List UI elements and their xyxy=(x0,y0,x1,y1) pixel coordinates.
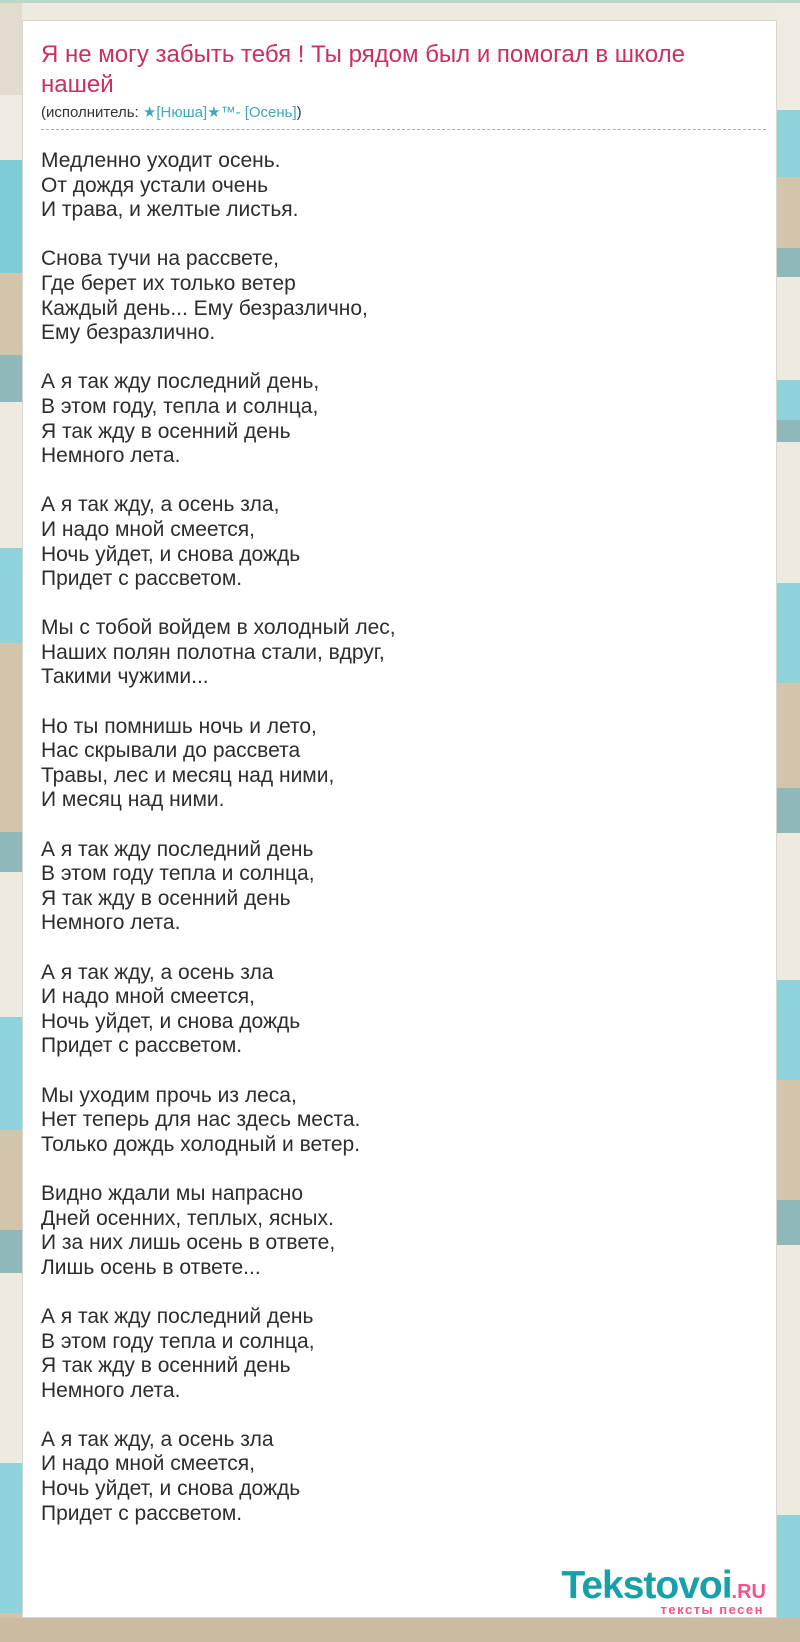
lyric-line: А я так жду, а осень зла xyxy=(41,1427,274,1451)
lyric-line: Ночь уйдет, и снова дождь xyxy=(41,1009,301,1033)
stanza xyxy=(41,715,758,813)
site-logo-suffix: .RU xyxy=(731,1581,766,1603)
stanza xyxy=(41,961,758,1059)
artist-prefix-label: (исполнитель: xyxy=(41,104,143,121)
stanza xyxy=(41,1084,758,1158)
lyric-line: В этом году тепла и солнца, xyxy=(41,1329,315,1353)
lyric-line: Нас скрывали до рассвета xyxy=(41,739,301,763)
lyric-line: И надо мной смеется, xyxy=(41,985,255,1009)
lyric-line: Ему безразлично. xyxy=(41,321,216,345)
lyric-line: Я так жду в осенний день xyxy=(41,419,291,443)
lyric-line: А я так жду последний день, xyxy=(41,370,320,394)
stanza xyxy=(41,616,758,690)
lyric-line: А я так жду, а осень зла xyxy=(41,960,274,984)
lyric-line: Я так жду в осенний день xyxy=(41,1354,291,1378)
lyric-line: Только дождь холодный и ветер. xyxy=(41,1132,361,1156)
lyric-line: Где берет их только ветер xyxy=(41,271,296,295)
stanza xyxy=(41,370,758,468)
lyric-line: А я так жду последний день xyxy=(41,1304,314,1328)
lyric-line: И месяц над ними. xyxy=(41,788,225,812)
background-stripes-right xyxy=(777,0,800,1642)
lyric-line: От дождя устали очень xyxy=(41,173,269,197)
lyric-line: Лишь осень в ответе... xyxy=(41,1255,261,1279)
lyric-line: Немного лета. xyxy=(41,911,181,935)
lyric-line: И трава, и желтые листья. xyxy=(41,198,299,222)
lyric-line: Я так жду в осенний день xyxy=(41,886,291,910)
site-logo[interactable] xyxy=(561,1566,766,1616)
lyric-line: Ночь уйдет, и снова дождь xyxy=(41,1477,301,1501)
artist-link[interactable]: ★[Нюша]★™- [Осень] xyxy=(142,104,297,121)
lyrics-card-inner xyxy=(23,21,776,1526)
lyrics xyxy=(41,149,758,1526)
lyric-line: Наших полян полотна стали, вдруг, xyxy=(41,640,385,664)
lyric-line: Видно ждали мы напрасно xyxy=(41,1181,304,1205)
lyric-line: Придет с рассветом. xyxy=(41,567,243,591)
lyric-line: Каждый день... Ему безразлично, xyxy=(41,296,368,320)
lyric-line: В этом году, тепла и солнца, xyxy=(41,394,319,418)
lyric-line: И надо мной смеется, xyxy=(41,1452,255,1476)
lyric-line: Снова тучи на рассвете, xyxy=(41,247,280,271)
lyric-line: А я так жду, а осень зла, xyxy=(41,493,280,517)
stanza xyxy=(41,149,758,223)
lyric-line: Но ты помнишь ночь и лето, xyxy=(41,714,317,738)
lyric-line: Нет теперь для нас здесь места. xyxy=(41,1108,361,1132)
bottom-background-band xyxy=(0,1618,800,1642)
artist-suffix-label: ) xyxy=(296,104,302,121)
background-stripes-left xyxy=(0,0,22,1642)
lyric-line: Такими чужими... xyxy=(41,665,209,689)
site-logo-wordmark[interactable] xyxy=(561,1566,766,1605)
stanza xyxy=(41,247,758,345)
lyric-line: Мы уходим прочь из леса, xyxy=(41,1083,297,1107)
page-title: Я не могу забыть тебя ! Ты рядом был и помогал в школе нашей xyxy=(41,41,685,98)
lyric-line: И надо мной смеется, xyxy=(41,517,255,541)
lyric-line: И за них лишь осень в ответе, xyxy=(41,1231,336,1255)
lyric-line: В этом году тепла и солнца, xyxy=(41,862,315,886)
stanza xyxy=(41,1305,758,1403)
lyric-line: Немного лета. xyxy=(41,444,181,468)
lyric-line: Придет с рассветом. xyxy=(41,1501,243,1525)
stanza xyxy=(41,493,758,591)
lyric-line: А я так жду последний день xyxy=(41,837,314,861)
lyric-line: Придет с рассветом. xyxy=(41,1034,243,1058)
site-logo-tagline: тексты песен xyxy=(660,1602,764,1617)
lyric-line: Мы с тобой войдем в холодный лес, xyxy=(41,616,396,640)
lyric-line: Ночь уйдет, и снова дождь xyxy=(41,542,301,566)
lyric-line: Дней осенних, теплых, ясных. xyxy=(41,1206,334,1230)
lyric-line: Немного лета. xyxy=(41,1378,181,1402)
site-logo-text: Tekstovoi xyxy=(561,1564,732,1607)
stanza xyxy=(41,1182,758,1280)
lyric-line: Травы, лес и месяц над ними, xyxy=(41,763,335,787)
stanza xyxy=(41,838,758,936)
lyrics-card xyxy=(22,20,777,1618)
stanza xyxy=(41,1428,758,1526)
top-accent-line xyxy=(0,0,800,3)
lyric-line: Медленно уходит осень. xyxy=(41,149,281,172)
artist-line xyxy=(41,104,766,130)
